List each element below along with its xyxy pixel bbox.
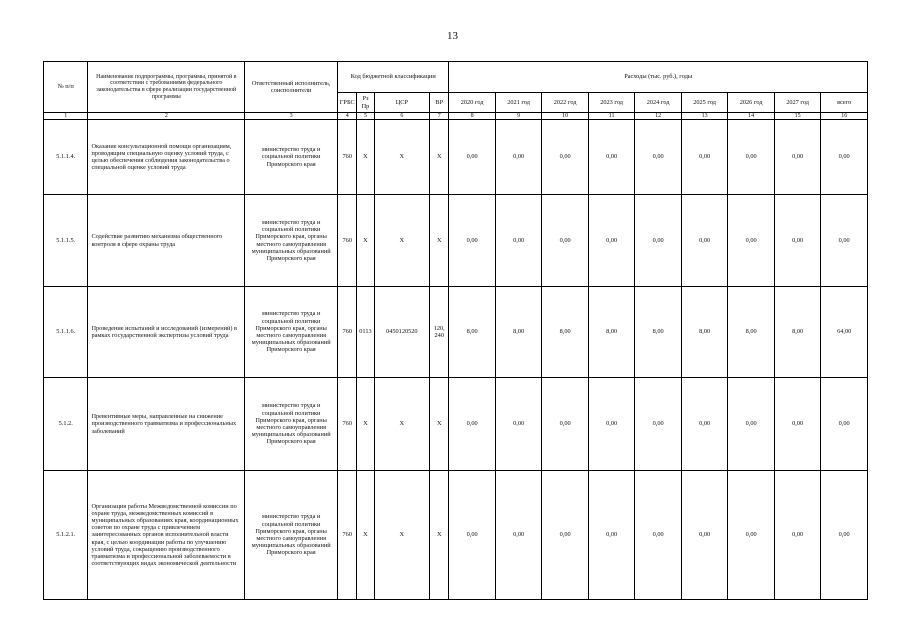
header-responsible: Ответственный исполнитель, соисполнители	[245, 62, 338, 113]
column-number: 11	[588, 113, 635, 120]
header-year: 2021 год	[495, 93, 542, 113]
header-year: 2023 год	[588, 93, 635, 113]
row-grbs: 760	[338, 471, 357, 600]
row-value: 0,00	[542, 195, 589, 287]
table-row	[44, 378, 868, 471]
row-value: 0,00	[495, 378, 542, 471]
column-number: 12	[635, 113, 682, 120]
header-vr: ВР	[430, 93, 449, 113]
row-value: 0,00	[449, 120, 496, 195]
table-row	[44, 120, 868, 195]
header-year: 2024 год	[635, 93, 682, 113]
row-rzpr: X	[357, 120, 374, 195]
row-value: 0,00	[681, 195, 728, 287]
header-year: 2022 год	[542, 93, 589, 113]
row-value: 0,00	[635, 471, 682, 600]
row-responsible: министерство труда и социальной политики Приморского края, органы местного самоуправления муниципальных образований Приморского края	[245, 287, 338, 378]
header-year: 2027 год	[774, 93, 821, 113]
column-number: 10	[542, 113, 589, 120]
row-activity-name: Оказание консультационной помощи организациям, проводящим специальную оценку условий труда, с целью обеспечения соблюдения законодательства о специальной оценке условий труда	[88, 120, 245, 195]
row-value: 8,00	[635, 287, 682, 378]
table-row	[44, 471, 868, 600]
row-number: 5.1.1.6.	[44, 287, 88, 378]
row-csr: 0450120520	[374, 287, 430, 378]
row-rzpr: X	[357, 378, 374, 471]
row-responsible: министерство труда и социальной политики Приморского края	[245, 120, 338, 195]
row-value: 0,00	[681, 471, 728, 600]
row-activity-name: Организация работы Межведомственной комиссии по охране труда, межведомственных комиссий в муниципальных образованиях края, координационных советов по охране труда с привлечением заинтересованных органов исполнительной власти края, с целью координации работы по улучшению условий труда, сокращению производственного травматизма и профессиональной заболеваемости в соответствующих видах экономической деятельности	[88, 471, 245, 600]
row-total: 0,00	[821, 378, 868, 471]
row-value: 8,00	[542, 287, 589, 378]
column-number: 9	[495, 113, 542, 120]
column-number: 13	[681, 113, 728, 120]
row-value: 0,00	[588, 378, 635, 471]
row-total: 0,00	[821, 471, 868, 600]
row-activity-name: Содействие развитию механизма общественного контроля в сфере охраны труда	[88, 195, 245, 287]
row-vr: X	[430, 471, 449, 600]
column-number: 15	[774, 113, 821, 120]
row-value: 8,00	[449, 287, 496, 378]
row-value: 0,00	[495, 120, 542, 195]
row-total: 0,00	[821, 195, 868, 287]
row-rzpr: X	[357, 471, 374, 600]
row-value: 0,00	[728, 195, 775, 287]
table-row	[44, 195, 868, 287]
row-responsible: министерство труда и социальной политики Приморского края, органы местного самоуправления муниципальных образований Приморского края	[245, 471, 338, 600]
row-rzpr: 0113	[357, 287, 374, 378]
column-number: 4	[338, 113, 357, 120]
row-vr: X	[430, 378, 449, 471]
row-number: 5.1.1.5.	[44, 195, 88, 287]
row-value: 0,00	[495, 195, 542, 287]
header-num: № п/п	[44, 62, 88, 113]
row-value: 0,00	[728, 378, 775, 471]
column-number: 6	[374, 113, 430, 120]
row-value: 0,00	[681, 378, 728, 471]
row-value: 0,00	[449, 195, 496, 287]
row-value: 8,00	[728, 287, 775, 378]
row-value: 0,00	[635, 378, 682, 471]
row-vr: X	[430, 120, 449, 195]
row-rzpr: X	[357, 195, 374, 287]
row-value: 0,00	[774, 120, 821, 195]
row-value: 0,00	[774, 195, 821, 287]
row-total: 64,00	[821, 287, 868, 378]
row-value: 0,00	[728, 471, 775, 600]
table-row	[44, 287, 868, 378]
page-number: 13	[447, 30, 458, 42]
row-vr: X	[430, 195, 449, 287]
header-name: Наименование подпрограммы, программы, принятой в соответствии с требованиями федерального законодательства в сфере реализации государственной программы	[88, 62, 245, 113]
header-year: 2026 год	[728, 93, 775, 113]
column-number: 8	[449, 113, 496, 120]
header-grbs: ГРБС	[338, 93, 357, 113]
header-csr: ЦСР	[374, 93, 430, 113]
row-grbs: 760	[338, 287, 357, 378]
row-responsible: министерство труда и социальной политики Приморского края, органы местного самоуправления муниципальных образований Приморского края	[245, 195, 338, 287]
row-csr: X	[374, 120, 430, 195]
header-rzpr: Рз Пр	[357, 93, 374, 113]
row-value: 0,00	[728, 120, 775, 195]
column-number: 16	[821, 113, 868, 120]
column-number-row	[44, 113, 868, 120]
row-number: 5.1.2.1.	[44, 471, 88, 600]
row-value: 0,00	[588, 120, 635, 195]
row-number: 5.1.1.4.	[44, 120, 88, 195]
row-value: 0,00	[542, 378, 589, 471]
row-number: 5.1.2.	[44, 378, 88, 471]
header-expense-group: Расходы (тыс. руб.), годы	[449, 62, 868, 93]
row-value: 0,00	[588, 471, 635, 600]
column-number: 1	[44, 113, 88, 120]
row-activity-name: Превентивные меры, направленные на снижение производственного травматизма и профессиональных заболеваний	[88, 378, 245, 471]
row-csr: X	[374, 195, 430, 287]
row-csr: X	[374, 378, 430, 471]
row-vr: 120, 240	[430, 287, 449, 378]
row-value: 0,00	[635, 195, 682, 287]
column-number: 3	[245, 113, 338, 120]
row-grbs: 760	[338, 120, 357, 195]
row-grbs: 760	[338, 378, 357, 471]
row-activity-name: Проведение испытаний и исследований (измерений) в рамках государственной экспертизы условий труда	[88, 287, 245, 378]
column-number: 14	[728, 113, 775, 120]
column-number: 7	[430, 113, 449, 120]
row-value: 0,00	[542, 120, 589, 195]
row-value: 0,00	[449, 378, 496, 471]
header-total: всего	[821, 93, 868, 113]
row-value: 0,00	[542, 471, 589, 600]
row-value: 0,00	[774, 378, 821, 471]
row-total: 0,00	[821, 120, 868, 195]
row-value: 0,00	[495, 471, 542, 600]
row-grbs: 760	[338, 195, 357, 287]
header-year: 2025 год	[681, 93, 728, 113]
row-value: 0,00	[774, 471, 821, 600]
row-value: 8,00	[681, 287, 728, 378]
column-number: 5	[357, 113, 374, 120]
row-value: 8,00	[495, 287, 542, 378]
row-value: 8,00	[588, 287, 635, 378]
column-number: 2	[88, 113, 245, 120]
row-responsible: министерство труда и социальной политики Приморского края, органы местного самоуправления муниципальных образований Приморского края	[245, 378, 338, 471]
row-value: 0,00	[588, 195, 635, 287]
row-value: 0,00	[635, 120, 682, 195]
header-code-group: Код бюджетной классификации	[338, 62, 449, 93]
row-csr: X	[374, 471, 430, 600]
header-row-1	[44, 62, 868, 93]
row-value: 0,00	[449, 471, 496, 600]
header-year: 2020 год	[449, 93, 496, 113]
row-value: 0,00	[681, 120, 728, 195]
budget-table	[43, 61, 868, 600]
row-value: 8,00	[774, 287, 821, 378]
